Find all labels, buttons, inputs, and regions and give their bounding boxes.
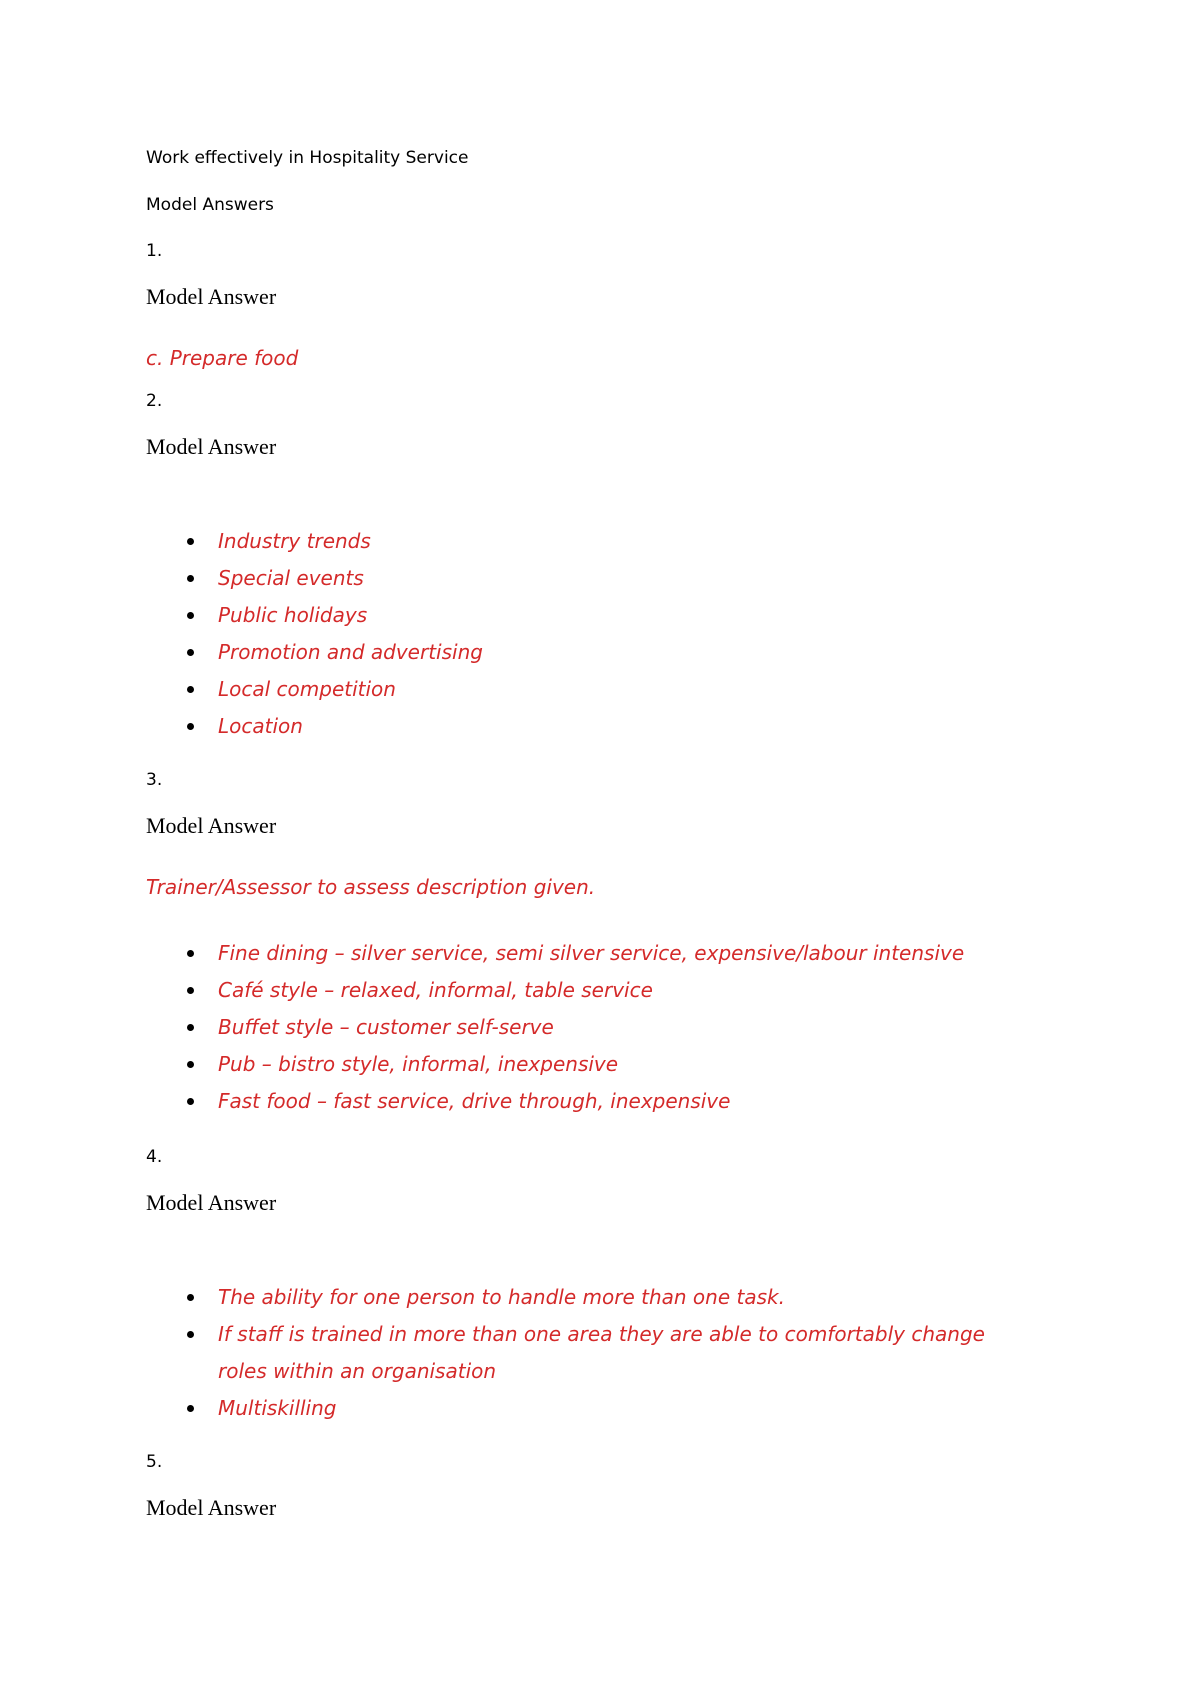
- question-number: 4.: [146, 1147, 163, 1167]
- bullet-icon: [187, 649, 194, 656]
- question-heading: Model Answer: [146, 1190, 277, 1215]
- question-heading: Model Answer: [146, 1495, 277, 1520]
- question-number: 1.: [146, 241, 163, 261]
- question-heading: Model Answer: [146, 813, 277, 838]
- bullet-icon: [187, 1098, 194, 1105]
- bullet-icon: [187, 538, 194, 545]
- bullet-icon: [187, 1405, 194, 1412]
- bullet-icon: [187, 950, 194, 957]
- bullet-icon: [187, 1294, 194, 1301]
- question-heading: Model Answer: [146, 434, 277, 459]
- question-number: 2.: [146, 391, 163, 411]
- bullet-icon: [187, 575, 194, 582]
- document-title: Work effectively in Hospitality Service: [146, 148, 469, 168]
- bullet-icon: [187, 686, 194, 693]
- question-heading: Model Answer: [146, 284, 277, 309]
- answer-text: c. Prepare food: [146, 346, 299, 370]
- question-number: 3.: [146, 770, 163, 790]
- question-number: 5.: [146, 1452, 163, 1472]
- bullet-icon: [187, 1331, 194, 1338]
- bullet-icon: [187, 723, 194, 730]
- answer-text: Trainer/Assessor to assess description given.: [146, 875, 596, 899]
- bullet-icon: [187, 987, 194, 994]
- bullet-icon: [187, 612, 194, 619]
- document-subtitle: Model Answers: [146, 195, 274, 215]
- document-page: Work effectively in Hospitality Service Model Answers 1. Model Answer c. Prepare food 2. Model Answer Industry trends Special events Public holidays Promotion and advertising Local competition Location 3. Model Answer Trainer/Assessor to assess description given. Fine dining – silver service, semi silver service, expensive/labour intensive Café style – relaxed, informal, table service Buffet style – customer self-serve Pub – bistro style, informal, inexpensive Fast food – fast service, drive through, inexpensive 4. Model Answer The ability for one person to handle more than one task. If staff is trained in more than one area they are able to comfortably change roles within an organisation Multiskilling 5. Model Answer: [0, 0, 1200, 1698]
- bullet-icon: [187, 1061, 194, 1068]
- bullet-icon: [187, 1024, 194, 1031]
